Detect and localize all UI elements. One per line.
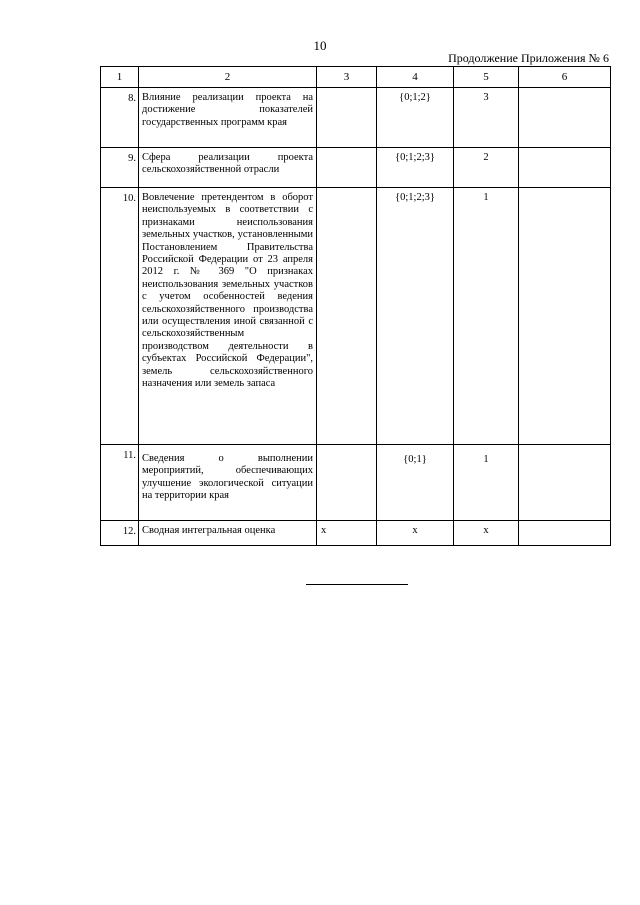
row-cell-col4: {0;1} [377,445,454,521]
row-cell-col5: x [454,521,519,546]
table-row [101,445,611,521]
row-cell-col3 [317,445,377,521]
row-cell-col4: x [377,521,454,546]
page-number: 10 [313,38,327,53]
row-cell-col5: 2 [454,148,519,188]
row-cell-col4: {0;1;2} [377,88,454,148]
row-description: Влияние реализации проекта на достижение показателей государственных программ края [139,88,317,148]
row-number: 10. [101,188,139,445]
row-cell-col5: 3 [454,88,519,148]
column-header: 3 [317,67,377,88]
row-cell-col6 [519,148,611,188]
row-cell-col6 [519,88,611,148]
row-description: Сводная интегральная оценка [139,521,317,546]
table-row [101,148,611,188]
row-description: Вовлечение претендентом в оборот неиспользуемых в соответствии с признаками неиспользования земельных участков, установленными Постановлением Правительства Российской Федерации от 23 апреля 2012 г. № 369 "О признаках неиспользования земельных участков с учетом особенностей ведения сельскохозяйственного производства или осуществления иной связанной с сельскохозяйственным производством деятельности в субъектах Российской Федерации", земель сельскохозяйственного назначения или земель запаса [139,188,317,445]
row-number: 12. [101,521,139,546]
column-header: 5 [454,67,519,88]
row-cell-col4: {0;1;2;3} [377,148,454,188]
row-cell-col3: x [317,521,377,546]
table-row [101,188,611,445]
row-cell-col4: {0;1;2;3} [377,188,454,445]
criteria-table [100,66,611,546]
row-cell-col3 [317,188,377,445]
row-cell-col6 [519,188,611,445]
row-cell-col3 [317,88,377,148]
table-row [101,88,611,148]
row-cell-col5: 1 [454,188,519,445]
row-cell-col5: 1 [454,445,519,521]
column-header: 1 [101,67,139,88]
end-of-document-rule [306,584,408,585]
row-cell-col6 [519,521,611,546]
column-header: 4 [377,67,454,88]
row-number: 8. [101,88,139,148]
row-cell-col6 [519,445,611,521]
row-number: 11. [101,445,139,521]
row-number: 9. [101,148,139,188]
column-header: 2 [139,67,317,88]
row-cell-col3 [317,148,377,188]
appendix-continuation-label: Продолжение Приложения № 6 [448,51,609,65]
table-header-row [101,67,611,88]
table-row [101,521,611,546]
row-description: Сведения о выполнении мероприятий, обеспечивающих улучшение экологической ситуации на территории края [139,445,317,521]
column-header: 6 [519,67,611,88]
row-description: Сфера реализации проекта сельскохозяйственной отрасли [139,148,317,188]
